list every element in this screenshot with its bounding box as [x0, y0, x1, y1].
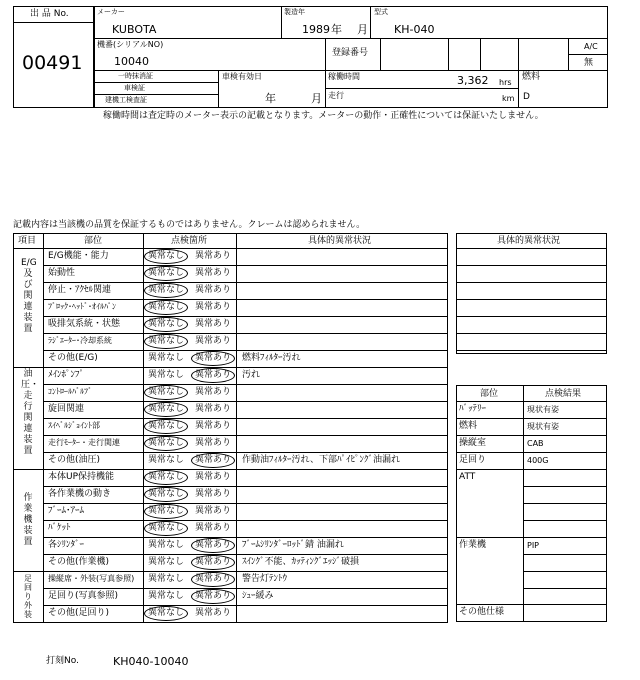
- row-part-label: ﾌﾞﾛｯｸ･ﾍｯﾄﾞ･ｵｲﾙﾊﾟﾝ: [48, 302, 116, 311]
- row-option-normal: 異常なし: [148, 302, 185, 312]
- right-result-header: 点検結果: [545, 389, 582, 399]
- row-part-label: その他(油圧): [48, 455, 101, 465]
- row-option-normal: 異常なし: [148, 489, 185, 499]
- result-value: 400G: [527, 456, 549, 465]
- row-option-abnormal: 異常あり: [195, 557, 232, 567]
- row-option-abnormal: 異常あり: [195, 336, 232, 346]
- km-unit: km: [502, 94, 515, 103]
- row-option-abnormal: 異常あり: [195, 438, 232, 448]
- row-part-label: 停止・ｱｸｾﾙ関連: [48, 285, 112, 295]
- row-option-normal: 異常なし: [148, 421, 185, 431]
- row-part-label: 吸排気系統・状態: [48, 319, 121, 329]
- row-option-abnormal: 異常あり: [195, 268, 232, 278]
- right-details-header: 具体的異常状況: [497, 236, 561, 246]
- shaken-month-unit: 月: [311, 92, 322, 105]
- year-value: 1989: [302, 23, 330, 36]
- row-option-abnormal: 異常あり: [195, 489, 232, 499]
- row-detail: 作動油ﾌｨﾙﾀｰ汚れ、下部ﾊﾟｲﾋﾟﾝｸﾞ油漏れ: [242, 455, 401, 465]
- selection-circle: [191, 589, 235, 604]
- row-part-label: 各作業機の動き: [48, 489, 112, 499]
- hours-unit: hrs: [499, 78, 512, 87]
- row-option-normal: 異常なし: [148, 523, 185, 533]
- vehicle-cert-label: 車検証: [124, 84, 145, 92]
- stamp-value: KH040-10040: [113, 655, 189, 668]
- row-part-label: 各ｼﾘﾝﾀﾞｰ: [48, 540, 85, 550]
- row-part-label: その他(足回り): [48, 608, 110, 618]
- row-part-label: ﾒｲﾝﾎﾟﾝﾌﾟ: [48, 370, 85, 380]
- row-part-label: 旋回関連: [48, 404, 85, 414]
- row-option-abnormal: 異常あり: [195, 506, 232, 516]
- lot-number: 00491: [22, 52, 83, 74]
- month-unit: 月: [357, 23, 368, 36]
- row-detail: ｼｭｰ緩み: [242, 591, 274, 601]
- row-part-label: ﾗｼﾞｴｰﾀｰ･冷却系統: [48, 336, 112, 345]
- row-option-normal: 異常なし: [148, 574, 185, 584]
- row-detail: ｽｲﾝｸﾞ不能、ｶｯﾃｨﾝｸﾞｴｯｼﾞ破損: [242, 557, 360, 567]
- row-option-abnormal: 異常あり: [195, 353, 232, 363]
- row-detail: 燃料ﾌｨﾙﾀｰ汚れ: [242, 353, 301, 363]
- row-option-abnormal: 異常あり: [195, 591, 232, 601]
- result-value: PIP: [527, 541, 540, 550]
- col-header-inspection: 点検箇所: [171, 236, 208, 246]
- result-value: 現状有姿: [527, 405, 559, 414]
- hours-note: 稼働時間は査定時のメーター表示の記載となります。メーターの動作・正確性については保証いたしません。: [103, 111, 544, 121]
- row-part-label: 走行ﾓｰﾀｰ・走行関連: [48, 438, 120, 447]
- row-part-label: 本体UP保持機能: [48, 472, 115, 482]
- col-header-details: 具体的異常状況: [308, 236, 372, 246]
- reg-label: 登録番号: [332, 48, 369, 58]
- row-part-label: ｽｲﾍﾞﾙｼﾞｮｲﾝﾄ部: [48, 421, 100, 430]
- result-part-label: その他仕様: [459, 607, 505, 617]
- selection-circle: [191, 453, 235, 468]
- selection-circle: [191, 555, 235, 570]
- hours-value: 3,362: [457, 74, 489, 87]
- year-label: 製造年: [284, 8, 305, 16]
- serial-value: 10040: [114, 55, 149, 68]
- row-option-normal: 異常なし: [148, 319, 185, 329]
- selection-circle: [144, 402, 188, 417]
- row-option-abnormal: 異常あり: [195, 421, 232, 431]
- row-option-abnormal: 異常あり: [195, 285, 232, 295]
- row-option-normal: 異常なし: [148, 472, 185, 482]
- category-label: 油圧・走行関連装置: [21, 368, 40, 456]
- fuel-label: 燃料: [522, 72, 541, 82]
- selection-circle: [191, 538, 235, 553]
- row-option-normal: 異常なし: [148, 336, 185, 346]
- distance-label: 走行: [328, 91, 344, 100]
- row-part-label: E/G機能・能力: [48, 251, 109, 261]
- row-part-label: 操縦席・外装(写真参照): [48, 574, 135, 583]
- selection-circle: [144, 470, 188, 485]
- row-part-label: その他(作業機): [48, 557, 110, 567]
- category-label: 作業機装置: [23, 492, 33, 547]
- row-option-abnormal: 異常あり: [195, 472, 232, 482]
- selection-circle: [144, 606, 188, 621]
- selection-circle: [144, 521, 188, 536]
- row-option-normal: 異常なし: [148, 438, 185, 448]
- result-part-label: 作業機: [459, 540, 487, 550]
- shaken-label: 車検有効日: [222, 72, 262, 81]
- inspection-cert-label: 建機工検査証: [105, 96, 147, 104]
- category-label: 足回り外装: [24, 574, 32, 619]
- result-part-label: ﾊﾞｯﾃﾘｰ: [459, 404, 487, 414]
- row-option-normal: 異常なし: [148, 387, 185, 397]
- result-value: 現状有姿: [527, 422, 559, 431]
- category-label: E/G及び関連装置: [21, 258, 37, 334]
- model-value: KH-040: [394, 23, 435, 36]
- row-option-abnormal: 異常あり: [195, 608, 232, 618]
- row-option-abnormal: 異常あり: [195, 404, 232, 414]
- lot-label: 出 品 No.: [30, 9, 69, 19]
- disclaimer: 記載内容は当該機の品質を保証するものではありません。クレームは認められません。: [13, 220, 366, 230]
- result-part-label: 燃料: [459, 421, 478, 431]
- row-option-abnormal: 異常あり: [195, 455, 232, 465]
- row-option-normal: 異常なし: [148, 370, 185, 380]
- selection-circle: [144, 266, 188, 281]
- hours-label: 稼働時間: [328, 72, 360, 81]
- row-option-normal: 異常なし: [148, 557, 185, 567]
- shaken-year-unit: 年: [265, 92, 276, 105]
- stamp-label: 打刻No.: [46, 656, 79, 666]
- row-option-normal: 異常なし: [148, 455, 185, 465]
- row-option-normal: 異常なし: [148, 285, 185, 295]
- selection-circle: [144, 385, 188, 400]
- selection-circle: [144, 317, 188, 332]
- selection-circle: [191, 572, 235, 587]
- serial-label: 機番(シリアルNO): [97, 40, 164, 49]
- row-detail: 警告灯ﾃﾝﾄｳ: [242, 574, 288, 584]
- result-part-label: 足回り: [459, 455, 487, 465]
- row-option-normal: 異常なし: [148, 540, 185, 550]
- row-part-label: 足回り(写真参照): [48, 591, 119, 601]
- selection-circle: [144, 419, 188, 434]
- row-option-abnormal: 異常あり: [195, 302, 232, 312]
- row-part-label: 始動性: [48, 268, 76, 278]
- row-option-normal: 異常なし: [148, 591, 185, 601]
- row-option-normal: 異常なし: [148, 353, 185, 363]
- row-part-label: ﾊﾞｹｯﾄ: [48, 523, 71, 533]
- selection-circle: [144, 334, 188, 349]
- selection-circle: [191, 368, 235, 383]
- row-option-normal: 異常なし: [148, 608, 185, 618]
- result-part-label: 操縦室: [459, 438, 487, 448]
- row-option-normal: 異常なし: [148, 268, 185, 278]
- row-part-label: その他(E/G): [48, 353, 98, 363]
- selection-circle: [144, 504, 188, 519]
- fuel-value: D: [523, 92, 530, 102]
- col-header-item: 項目: [18, 236, 37, 246]
- temp-cert-label: 一時抹消証: [118, 72, 153, 80]
- ac-label: A/C: [584, 42, 598, 51]
- right-details-box: [456, 233, 607, 354]
- row-option-abnormal: 異常あり: [195, 251, 232, 261]
- result-part-label: ATT: [459, 472, 476, 482]
- maker-label: メーカー: [97, 8, 125, 16]
- year-unit: 年: [331, 23, 342, 36]
- row-detail: ﾌﾞｰﾑｼﾘﾝﾀﾞｰﾛｯﾄﾞ錆 油漏れ: [242, 540, 344, 550]
- result-value: CAB: [527, 439, 544, 448]
- row-option-abnormal: 異常あり: [195, 387, 232, 397]
- row-option-abnormal: 異常あり: [195, 370, 232, 380]
- row-option-normal: 異常なし: [148, 506, 185, 516]
- row-option-abnormal: 異常あり: [195, 574, 232, 584]
- maker-value: KUBOTA: [112, 23, 157, 36]
- selection-circle: [144, 249, 188, 264]
- row-option-abnormal: 異常あり: [195, 523, 232, 533]
- right-part-header: 部位: [480, 389, 499, 399]
- row-option-normal: 異常なし: [148, 404, 185, 414]
- selection-circle: [144, 283, 188, 298]
- row-detail: 汚れ: [242, 370, 261, 380]
- row-option-normal: 異常なし: [148, 251, 185, 261]
- row-part-label: ｺﾝﾄﾛｰﾙﾊﾞﾙﾌﾞ: [48, 387, 92, 396]
- selection-circle: [144, 300, 188, 315]
- col-header-part: 部位: [84, 236, 103, 246]
- selection-circle: [191, 351, 235, 366]
- model-label: 型式: [374, 8, 388, 16]
- selection-circle: [144, 436, 188, 451]
- row-part-label: ﾌﾞｰﾑ･ｱｰﾑ: [48, 506, 85, 516]
- row-option-abnormal: 異常あり: [195, 540, 232, 550]
- ac-value: 無: [584, 58, 594, 68]
- selection-circle: [144, 487, 188, 502]
- row-option-abnormal: 異常あり: [195, 319, 232, 329]
